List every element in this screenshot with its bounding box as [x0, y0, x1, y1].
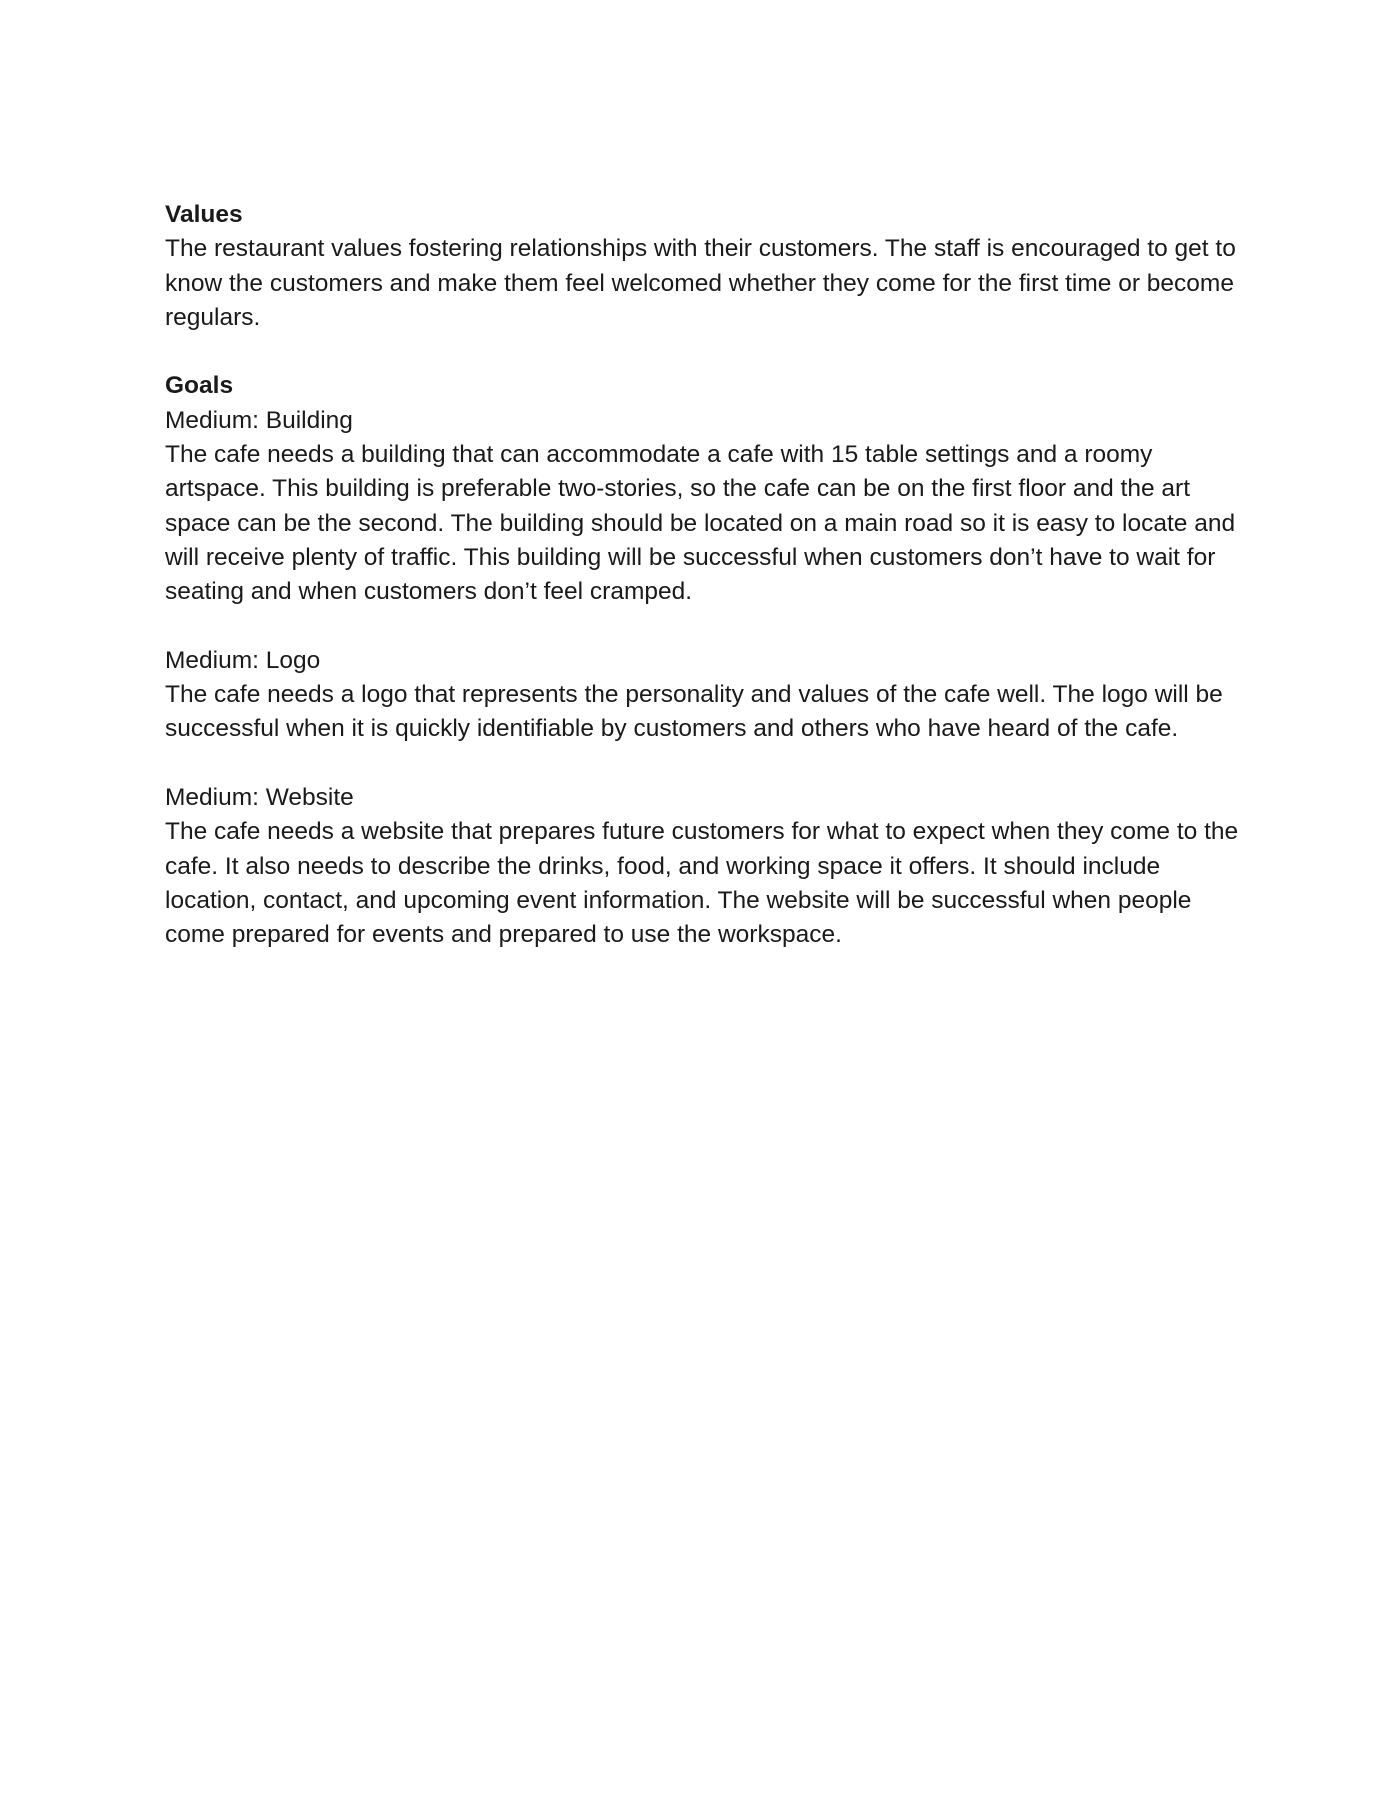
goal-title-building: Medium: Building	[165, 406, 353, 434]
values-section	[165, 198, 1250, 335]
goal-paragraph-building: The cafe needs a building that can accommodate a cafe with 15 table settings and a roomy artspace. This building is preferable two-stories, so the cafe can be on the first floor and the art space can be the second. The building should be located on a main road so it is easy to locate and will receive plenty of traffic. This building will be successful when customers don’t have to wait for seating and when customers don’t feel cramped.	[165, 441, 1236, 606]
goal-item-website	[165, 781, 1250, 952]
goal-title-logo: Medium: Logo	[165, 646, 321, 674]
goal-paragraph-logo: The cafe needs a logo that represents the personality and values of the cafe well. The logo will be successful when it is quickly identifiable by customers and others who have heard of the cafe.	[165, 681, 1223, 743]
section-spacer	[165, 335, 1250, 369]
goal-item-logo	[165, 644, 1250, 747]
document-page	[165, 198, 1250, 953]
goal-spacer	[165, 747, 1250, 781]
values-paragraph: The restaurant values fostering relationships with their customers. The staff is encouraged to get to know the customers and make them feel welcomed whether they come for the first time or become regulars.	[165, 235, 1236, 331]
goal-paragraph-website: The cafe needs a website that prepares future customers for what to expect when they come to the cafe. It also needs to describe the drinks, food, and working space it offers. It should include location, contact, and upcoming event information. The website will be successful when people come prepared for events and prepared to use the workspace.	[165, 818, 1239, 949]
goals-heading: Goals	[165, 372, 234, 400]
goals-section	[165, 369, 1250, 952]
goal-spacer	[165, 610, 1250, 644]
goal-title-website: Medium: Website	[165, 784, 354, 812]
goal-item-building	[165, 404, 1250, 610]
values-heading: Values	[165, 201, 243, 228]
